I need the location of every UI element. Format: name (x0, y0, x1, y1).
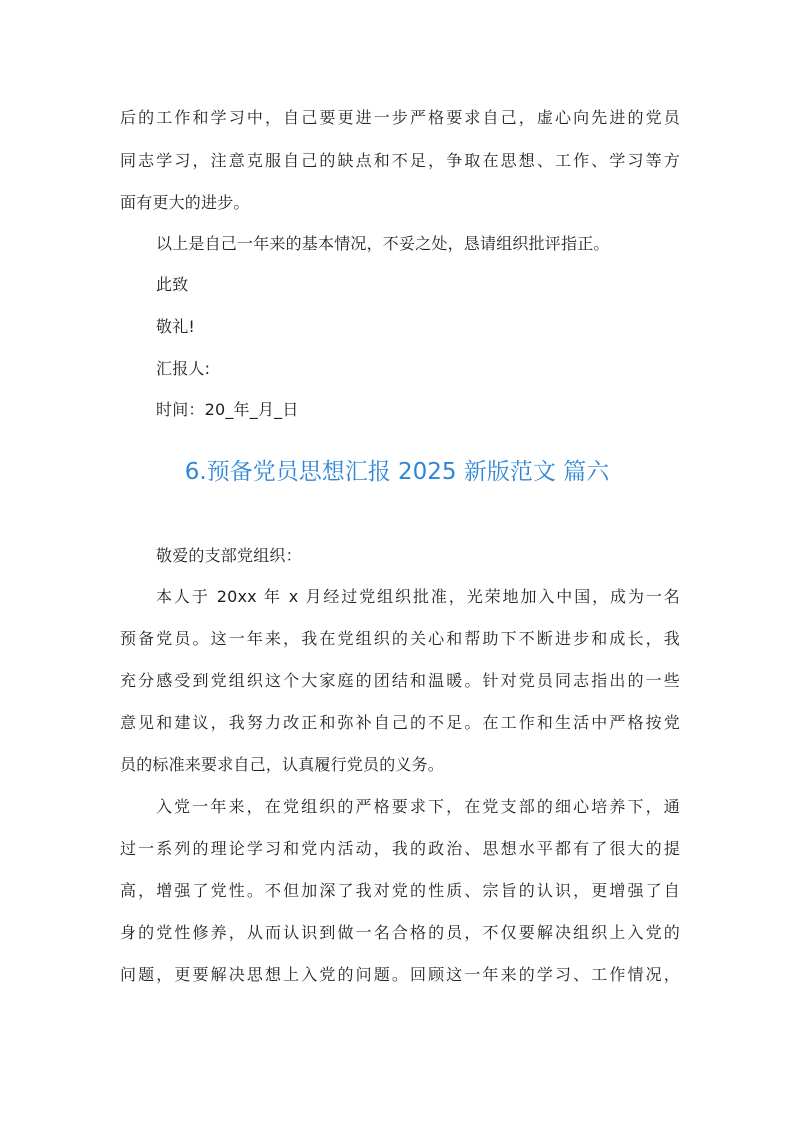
body-text-line: 问题，更要解决思想上入党的问题。回顾这一年来的学习、工作情况， (120, 965, 680, 984)
section-heading: 6.预备党员思想汇报 2025 新版范文 篇六 (184, 459, 610, 485)
body-text-line: 高，增强了党性。不但加深了我对党的性质、宗旨的认识，更增强了自 (120, 881, 680, 900)
body-text-line: 员的标准来要求自己，认真履行党员的义务。 (120, 755, 445, 774)
body-text-line: 充分感受到党组织这个大家庭的团结和温暖。针对党员同志指出的一些 (120, 671, 680, 690)
body-text-line: 入党一年来，在党组织的严格要求下，在党支部的细心培养下，通 (156, 797, 680, 816)
body-text-line: 过一系列的理论学习和党内活动，我的政治、思想水平都有了很大的提 (120, 839, 680, 858)
body-text-line: 意见和建议，我努力改正和弥补自己的不足。在工作和生活中严格按党 (120, 713, 680, 732)
body-text-line: 身的党性修养，从而认识到做一名合格的员，不仅要解决组织上入党的 (120, 923, 680, 942)
salutation-jingli: 敬礼! (156, 317, 196, 336)
reporter-label: 汇报人: (156, 359, 211, 378)
body-text-line: 面有更大的进步。 (120, 193, 250, 212)
body-text-line: 预备党员。这一年来，我在党组织的关心和帮助下不断进步和成长，我 (120, 629, 680, 648)
body-text-line: 本人于 20xx 年 x 月经过党组织批准，光荣地加入中国，成为一名 (156, 587, 680, 606)
salutation-cizhi: 此致 (156, 275, 189, 294)
greeting: 敬爱的支部党组织： (156, 546, 302, 565)
closing-sentence: 以上是自己一年来的基本情况，不妥之处，恳请组织批评指正。 (156, 234, 610, 253)
date-line: 时间：20_年_月_日 (156, 400, 299, 419)
body-text-line: 同志学习，注意克服自己的缺点和不足，争取在思想、工作、学习等方 (120, 151, 680, 170)
body-text-line: 后的工作和学习中，自己要更进一步严格要求自己，虚心向先进的党员 (120, 108, 680, 127)
